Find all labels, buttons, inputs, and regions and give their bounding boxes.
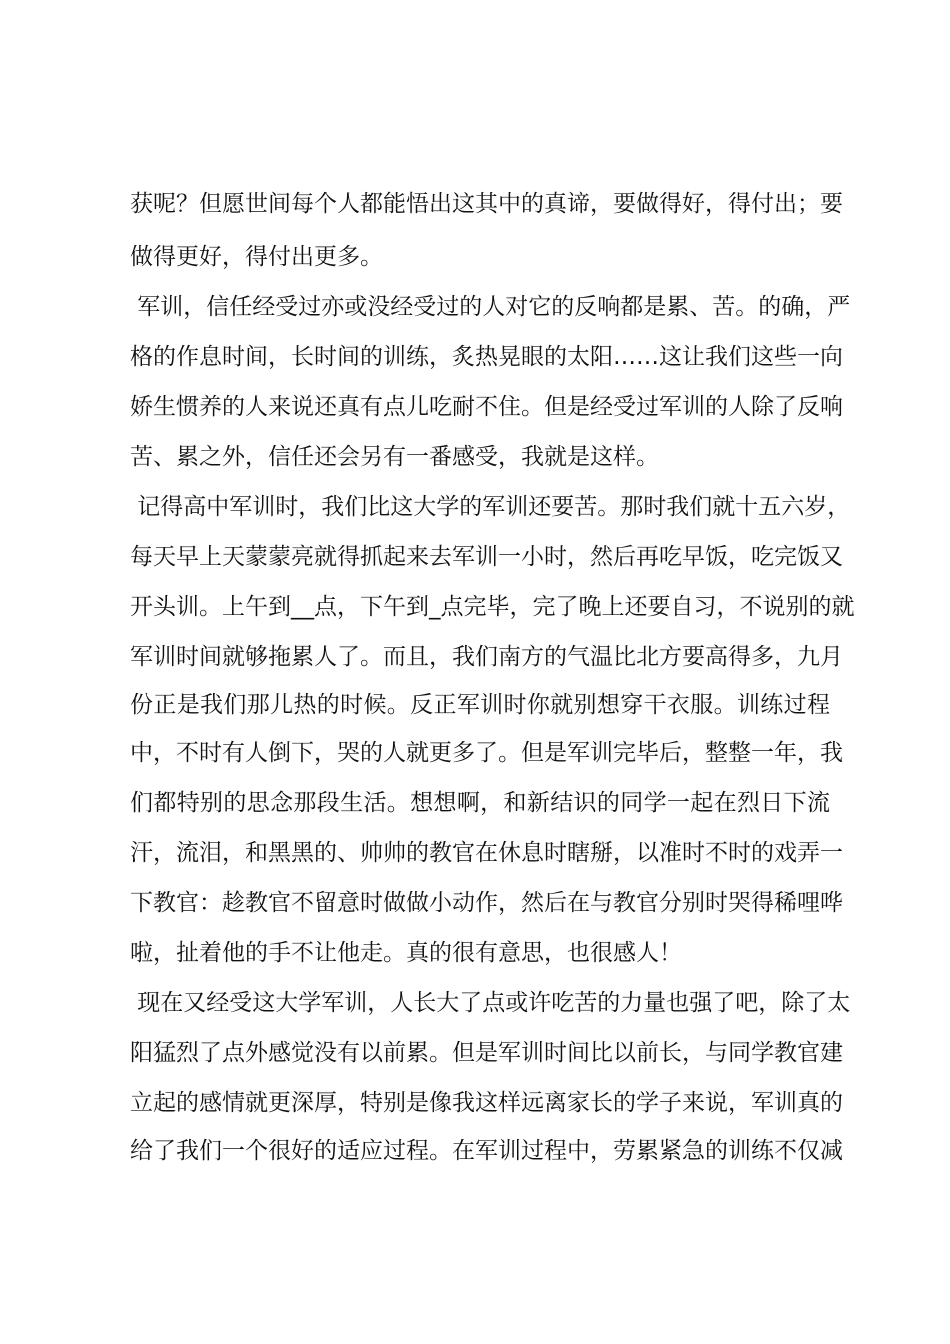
text-line: 娇生惯养的人来说还真有点儿吃耐不住。但是经受过军训的人除了反响	[130, 394, 843, 420]
text-line: 格的作息时间，长时间的训练，炙热晃眼的太阳……这让我们这些一向	[130, 344, 843, 370]
text-line: 阳猛烈了点外感觉没有以前累。但是军训时间比以前长，与同学教官建	[130, 1040, 843, 1066]
text-line: 啦，扯着他的手不让他走。真的很有意思，也很感人！	[130, 940, 682, 966]
text-line: 军训，信任经受过亦或没经受过的人对它的反响都是累、苦。的确，严	[130, 294, 851, 320]
text-line: 开头训。上午到__点，下午到_点完毕，完了晚上还要自习，不说别的就	[130, 594, 855, 620]
text-line: 们都特别的思念那段生活。想想啊，和新结识的同学一起在烈日下流	[130, 790, 830, 816]
text-line: 军训时间就够拖累人了。而且，我们南方的气温比北方要高得多，九月	[130, 644, 843, 670]
text-line: 做得更好，得付出更多。	[130, 244, 383, 270]
text-line: 立起的感情就更深厚，特别是像我这样远离家长的学子来说，军训真的	[130, 1090, 843, 1116]
text-line: 苦、累之外，信任还会另有一番感受，我就是这样。	[130, 444, 659, 470]
text-line: 获呢？但愿世间每个人都能悟出这其中的真谛，要做得好，得付出；要	[130, 191, 843, 217]
text-line: 记得高中军训时，我们比这大学的军训还要苦。那时我们就十五六岁，	[130, 494, 851, 520]
text-line: 中，不时有人倒下，哭的人就更多了。但是军训完毕后，整整一年，我	[130, 740, 843, 766]
text-line: 汗，流泪，和黑黑的、帅帅的教官在休息时瞎掰，以准时不时的戏弄一	[130, 840, 843, 866]
text-line: 下教官：趁教官不留意时做做小动作，然后在与教官分别时哭得稀哩哗	[130, 890, 843, 916]
text-line: 现在又经受这大学军训，人长大了点或许吃苦的力量也强了吧，除了太	[130, 990, 851, 1016]
text-line: 每天早上天蒙蒙亮就得抓起来去军训一小时，然后再吃早饭，吃完饭又	[130, 544, 843, 570]
text-line: 份正是我们那儿热的时候。反正军训时你就别想穿干衣服。训练过程	[130, 692, 830, 718]
text-line: 给了我们一个很好的适应过程。在军训过程中，劳累紧急的训练不仅减	[130, 1138, 843, 1164]
